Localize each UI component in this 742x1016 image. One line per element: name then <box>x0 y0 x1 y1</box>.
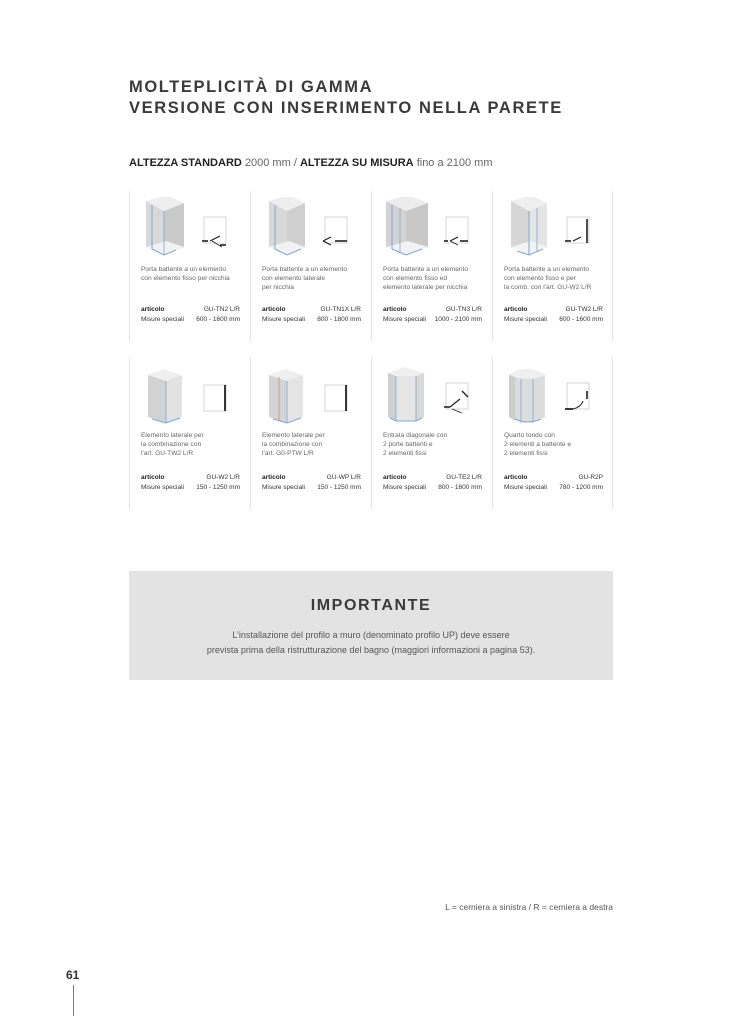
page-title <box>129 77 689 119</box>
size-range: 600 - 1600 mm <box>559 315 603 323</box>
shower-niche-icon <box>140 197 240 261</box>
size-range: 150 - 1250 mm <box>317 483 361 491</box>
size-range: 780 - 1200 mm <box>559 483 603 491</box>
product-description: Porta battente a un elemento con elemento fisso ed elemento laterale per nicchia <box>383 266 469 292</box>
article-label: articolo <box>504 306 528 313</box>
product-card <box>492 191 613 342</box>
custom-height-label: ALTEZZA SU MISURA <box>299 157 414 169</box>
article-code: GU-WP L/R <box>326 474 361 481</box>
article-code: GU-TN2 L/R <box>203 306 240 313</box>
product-card <box>492 357 613 510</box>
size-label: Misure speciali <box>504 315 547 323</box>
product-spec <box>383 473 482 492</box>
title-line-1: MOLTEPLICITÀ DI GAMMA <box>129 78 374 96</box>
product-row-1 <box>129 191 614 342</box>
height-info <box>129 157 493 169</box>
article-code: GU-TN3 L/R <box>445 306 482 313</box>
page-number: 61 <box>66 968 80 982</box>
title-line-2: VERSIONE CON INSERIMENTO NELLA PARETE <box>129 99 563 117</box>
page-number-rule <box>73 985 74 1016</box>
product-description: Elemento laterale per la combinazione con l'art. GU-TW2 L/R <box>141 432 204 458</box>
shower-quarter-round-icon <box>503 363 603 427</box>
shower-niche-icon <box>382 197 482 261</box>
important-heading: IMPORTANTE <box>310 597 432 614</box>
important-text: L’installazione del profilo a muro (denominato profilo UP) deve essere prevista prima della ristrutturazione del bagno (maggiori informazioni a pagina 53). <box>206 630 536 655</box>
shower-side-panel-icon <box>261 363 361 427</box>
shower-niche-icon <box>261 197 361 261</box>
product-spec <box>504 305 603 324</box>
product-card <box>129 191 250 342</box>
important-notice <box>129 571 613 680</box>
size-range: 150 - 1250 mm <box>196 483 240 491</box>
product-row-2 <box>129 357 614 510</box>
product-spec <box>262 305 361 324</box>
article-code: GU-TN1X L/R <box>320 306 361 313</box>
product-card <box>250 191 371 342</box>
standard-height-label: ALTEZZA STANDARD <box>129 157 242 169</box>
product-description: Entrata diagonale con 2 porte battenti e 2 elementi fissi <box>383 432 448 458</box>
hinge-legend: L = cerniera a sinistra / R = cerniera a destra <box>445 902 613 912</box>
article-code: GU-R2P <box>578 474 603 481</box>
product-description: Porta battente a un elemento con elemento fisso per nicchia <box>141 266 230 283</box>
article-code: GU-TE2 L/R <box>446 474 482 481</box>
product-description: Porta battente a un elemento con elemento fisso e per la comb. con l'art. GU-W2 L/R <box>504 266 592 292</box>
size-label: Misure speciali <box>262 315 305 323</box>
product-spec <box>141 305 240 324</box>
article-label: articolo <box>141 306 165 313</box>
product-description: Elemento laterale per la combinazione con l'art. G0-PTW L/R <box>262 432 325 458</box>
product-spec <box>141 473 240 492</box>
product-description: Porta battente a un elemento con elemento laterale per nicchia <box>262 266 348 292</box>
size-label: Misure speciali <box>383 483 426 491</box>
custom-height-value: fino a 2100 mm <box>416 157 493 169</box>
product-card <box>250 357 371 510</box>
size-label: Misure speciali <box>141 315 184 323</box>
product-card <box>129 357 250 510</box>
article-label: articolo <box>262 306 286 313</box>
product-description: Quarto tondo con 2 elementi a battente e 2 elementi fissi <box>504 432 572 458</box>
size-label: Misure speciali <box>141 483 184 491</box>
size-label: Misure speciali <box>504 483 547 491</box>
article-code: GU-W2 L/R <box>206 474 240 481</box>
product-spec <box>504 473 603 492</box>
size-range: 800 - 1800 mm <box>317 315 361 323</box>
size-label: Misure speciali <box>262 483 305 491</box>
shower-diagonal-icon <box>382 363 482 427</box>
article-label: articolo <box>383 306 407 313</box>
size-range: 600 - 1600 mm <box>196 315 240 323</box>
size-label: Misure speciali <box>383 315 426 323</box>
article-label: articolo <box>504 474 528 481</box>
product-spec <box>383 305 482 324</box>
product-spec <box>262 473 361 492</box>
article-code: GU-TW2 L/R <box>565 306 603 313</box>
product-grid <box>129 191 614 510</box>
size-range: 800 - 1600 mm <box>438 483 482 491</box>
shower-side-panel-icon <box>140 363 240 427</box>
size-range: 1000 - 2100 mm <box>434 315 482 323</box>
standard-height-value: 2000 mm <box>244 157 291 169</box>
article-label: articolo <box>262 474 286 481</box>
shower-corner-icon <box>503 197 603 261</box>
product-card <box>371 191 492 342</box>
article-label: articolo <box>141 474 165 481</box>
article-label: articolo <box>383 474 407 481</box>
product-card <box>371 357 492 510</box>
height-separator: / <box>293 157 297 169</box>
